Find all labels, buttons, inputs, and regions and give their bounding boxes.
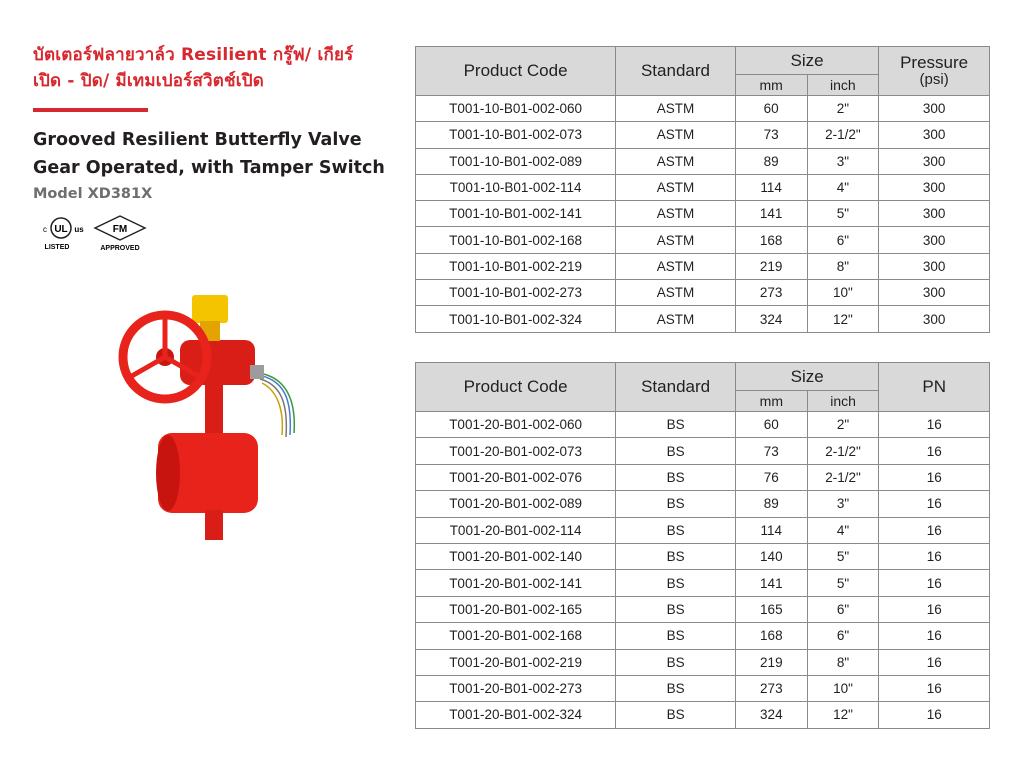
cell-standard: BS [616,649,736,675]
cell-value: 300 [879,174,990,200]
header-inch: inch [807,391,879,412]
table-row [416,543,990,569]
cell-code: T001-20-B01-002-073 [416,438,616,464]
cell-inch: 2" [807,412,879,438]
cell-code: T001-20-B01-002-076 [416,464,616,490]
cell-code: T001-10-B01-002-060 [416,96,616,122]
cell-value: 16 [879,596,990,622]
cell-value: 300 [879,122,990,148]
thai-title: บัตเตอร์ฟลายวาล์ว Resilient กรู๊ฟ/ เกียร์ เปิด - ปิด/ มีเทมเปอร์สวิตช์เปิด [33,45,354,91]
cell-standard: ASTM [616,201,736,227]
cell-value: 16 [879,570,990,596]
header-product-code: Product Code [416,47,616,96]
cell-mm: 219 [735,253,807,279]
model-number: Model XD381X [33,186,153,202]
cell-mm: 141 [735,570,807,596]
astm-spec-table [415,46,990,333]
cell-standard: ASTM [616,280,736,306]
cell-value: 300 [879,280,990,306]
cell-value: 300 [879,201,990,227]
header-pressure [879,47,990,96]
header-mm: mm [735,391,807,412]
header-pn: PN [879,363,990,412]
table-row [416,438,990,464]
table-row [416,253,990,279]
cell-inch: 8" [807,649,879,675]
cell-value: 16 [879,517,990,543]
table-row [416,122,990,148]
cell-mm: 60 [735,412,807,438]
cell-code: T001-20-B01-002-140 [416,543,616,569]
cell-value: 16 [879,543,990,569]
table-row [416,649,990,675]
cell-code: T001-20-B01-002-273 [416,675,616,701]
table-row [416,596,990,622]
cell-standard: BS [616,491,736,517]
cell-inch: 5" [807,543,879,569]
cell-code: T001-10-B01-002-273 [416,280,616,306]
cell-standard: ASTM [616,148,736,174]
cell-code: T001-20-B01-002-324 [416,702,616,728]
table-row [416,491,990,517]
bs-table-body [416,412,990,729]
cell-code: T001-10-B01-002-219 [416,253,616,279]
cell-mm: 273 [735,280,807,306]
cell-code: T001-20-B01-002-114 [416,517,616,543]
table-row [416,570,990,596]
header-mm: mm [735,75,807,96]
cell-value: 16 [879,649,990,675]
cell-standard: BS [616,412,736,438]
cell-standard: BS [616,438,736,464]
cell-code: T001-10-B01-002-073 [416,122,616,148]
cell-standard: BS [616,570,736,596]
cell-mm: 165 [735,596,807,622]
cell-mm: 60 [735,96,807,122]
cell-mm: 89 [735,148,807,174]
cell-inch: 2" [807,96,879,122]
cell-mm: 73 [735,438,807,464]
cell-standard: BS [616,517,736,543]
cell-inch: 2-1/2" [807,122,879,148]
cell-code: T001-10-B01-002-141 [416,201,616,227]
cell-code: T001-20-B01-002-219 [416,649,616,675]
cell-value: 16 [879,438,990,464]
table-row [416,306,990,332]
header-product-code: Product Code [416,363,616,412]
cell-standard: ASTM [616,174,736,200]
ul-us-text: us [74,225,84,234]
table-row [416,517,990,543]
english-title: Grooved Resilient Butterfly Valve Gear Operated, with Tamper Switch [33,130,385,178]
cell-code: T001-10-B01-002-089 [416,148,616,174]
cell-code: T001-20-B01-002-165 [416,596,616,622]
ul-listed-icon [36,214,86,254]
cell-value: 300 [879,227,990,253]
cell-inch: 6" [807,596,879,622]
cell-standard: ASTM [616,227,736,253]
cell-value: 300 [879,306,990,332]
cell-mm: 168 [735,227,807,253]
cell-inch: 2-1/2" [807,438,879,464]
cell-inch: 2-1/2" [807,464,879,490]
cell-inch: 6" [807,623,879,649]
cell-standard: BS [616,702,736,728]
cell-mm: 89 [735,491,807,517]
astm-table-body [416,96,990,333]
cell-mm: 324 [735,702,807,728]
table-row [416,96,990,122]
cell-standard: ASTM [616,306,736,332]
cell-value: 300 [879,253,990,279]
cell-mm: 114 [735,174,807,200]
cell-inch: 5" [807,570,879,596]
cell-inch: 10" [807,675,879,701]
cell-standard: BS [616,675,736,701]
cell-inch: 12" [807,306,879,332]
cell-standard: ASTM [616,253,736,279]
cell-code: T001-10-B01-002-324 [416,306,616,332]
table-row [416,623,990,649]
fm-approved-icon [91,214,149,254]
table-row [416,675,990,701]
cell-inch: 3" [807,491,879,517]
cell-code: T001-20-B01-002-168 [416,623,616,649]
cell-standard: BS [616,596,736,622]
cell-inch: 8" [807,253,879,279]
cell-value: 16 [879,623,990,649]
cell-inch: 4" [807,517,879,543]
table-row [416,412,990,438]
cell-code: T001-20-B01-002-060 [416,412,616,438]
cell-mm: 140 [735,543,807,569]
header-pressure-label: Pressure [900,53,969,72]
cell-code: T001-20-B01-002-141 [416,570,616,596]
title-divider [33,108,148,112]
cell-inch: 6" [807,227,879,253]
cell-value: 16 [879,675,990,701]
table-row [416,227,990,253]
header-pressure-unit: (psi) [919,71,949,88]
header-size: Size [735,363,878,391]
header-standard: Standard [616,363,736,412]
cell-standard: BS [616,543,736,569]
header-standard: Standard [616,47,736,96]
cell-mm: 141 [735,201,807,227]
cell-value: 16 [879,702,990,728]
cell-value: 16 [879,412,990,438]
cell-inch: 10" [807,280,879,306]
cell-mm: 76 [735,464,807,490]
cell-value: 300 [879,96,990,122]
bs-spec-table [415,362,990,729]
cell-value: 16 [879,491,990,517]
table-row [416,201,990,227]
cell-inch: 4" [807,174,879,200]
cell-mm: 219 [735,649,807,675]
cell-value: 300 [879,148,990,174]
table-row [416,280,990,306]
table-row [416,148,990,174]
cell-mm: 324 [735,306,807,332]
ul-listed-label: LISTED [44,244,70,251]
cell-mm: 73 [735,122,807,148]
fm-mark-text: FM [112,224,128,235]
cell-standard: BS [616,464,736,490]
cell-mm: 168 [735,623,807,649]
table-row [416,702,990,728]
cell-value: 16 [879,464,990,490]
cell-standard: ASTM [616,122,736,148]
cell-code: T001-10-B01-002-168 [416,227,616,253]
cell-inch: 5" [807,201,879,227]
cell-standard: ASTM [616,96,736,122]
table-row [416,174,990,200]
table-row [416,464,990,490]
cell-standard: BS [616,623,736,649]
ul-mark-text: UL [54,224,68,235]
header-inch: inch [807,75,879,96]
cell-inch: 12" [807,702,879,728]
cell-inch: 3" [807,148,879,174]
butterfly-valve-icon [110,285,310,545]
cell-mm: 114 [735,517,807,543]
cell-code: T001-10-B01-002-114 [416,174,616,200]
cell-mm: 273 [735,675,807,701]
cell-code: T001-20-B01-002-089 [416,491,616,517]
ul-c-text: c [43,225,47,234]
fm-approved-label: APPROVED [100,245,140,252]
header-size: Size [735,47,878,75]
